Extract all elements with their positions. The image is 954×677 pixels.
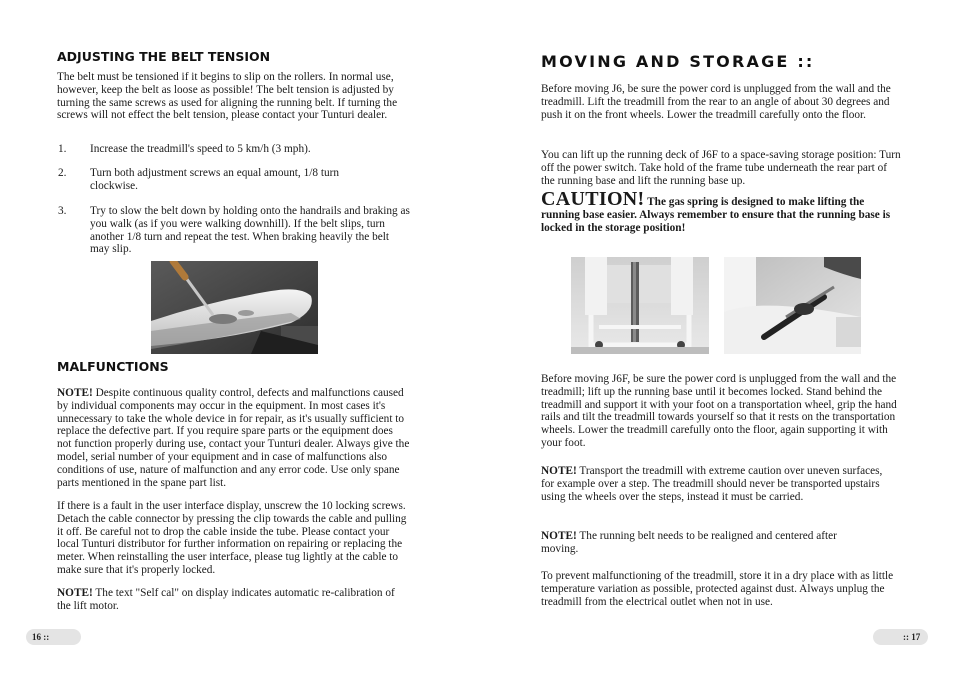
storage-tip-paragraph: To prevent malfunctioning of the treadmill, store it in a dry place with as little temperature variation as possible, protected against dust. Always unplug the treadmill from the electrical outlet when not in use. [541,570,894,608]
moving-storage-heading: MOVING AND STORAGE :: [541,52,815,71]
step-number: 3. [58,205,67,217]
transport-note-paragraph [541,465,886,503]
belt-tension-heading: ADJUSTING THE BELT TENSION [57,49,271,64]
note-label: NOTE! [57,387,93,399]
self-cal-note-paragraph [57,587,407,613]
note-text: Despite continuous quality control, defects and malfunctions caused by individual components may occur in the equipment. In most cases it's unnecessary to take the whole device in for repair, as it's usually sufficient to replace the defective part. If you require spare parts or the equipment does not function properly during use, contact your Tunturi dealer. Always give the model, serial number of your equipment and in case of malfunctions also conditions of use, nature of malfunction and any error code. Use only spane parts mentioned in the spane part list. [57,387,410,489]
caution-label: CAUTION! [541,188,645,210]
note-text: Transport the treadmill with extreme caution over uneven surfaces, for example over a step. The treadmill should never be transported upstairs using the wheels over the steps, instead it must be carried. [541,465,883,503]
folded-treadmill-photo [571,257,709,354]
page-number-right: :: 17 [873,629,928,645]
step-text: Try to slow the belt down by holding onto the handrails and braking as you walk (as if you were walking downhill). If the belt slips, turn another 1/8 turn and repeat the test. When braking heavily the belt may slip. [90,205,410,256]
caution-text: The gas spring is designed to make lifting the running base easier. Always remember to ensure that the running base is locked in the storage position! [541,196,891,234]
step-text: Turn both adjustment screws an equal amount, 1/8 turn clockwise. [90,167,340,192]
note-text: The running belt needs to be realigned and centered after moving. [541,530,837,555]
right-page [477,0,954,677]
note-label: NOTE! [57,587,93,599]
malfunctions-heading: MALFUNCTIONS [57,359,169,374]
belt-adjustment-photo [151,261,318,354]
list-item [58,205,410,259]
step-number: 2. [58,167,67,179]
belt-intro-paragraph: The belt must be tensioned if it begins to slip on the rollers. In normal use, however, keep the belt as loose as possible! The belt tension is adjusted by turning the same screws as used for aligning the running belt. If turning the screws will not effect the belt tension, please contact your Tunturi dealer. [57,71,398,122]
moving-j6-paragraph: Before moving J6, be sure the power cord is unplugged from the wall and the treadmill. Lift the treadmill from the rear to an angle of about 30 degrees and push it on the front wheels. Lower the treadmill carefully onto the floor. [541,83,891,121]
note-label: NOTE! [541,465,577,477]
list-item [58,143,410,157]
malfunctions-note-paragraph [57,387,410,489]
step-text: Increase the treadmill's speed to 5 km/h (3 mph). [90,143,311,155]
moving-j6f-paragraph: Before moving J6F, be sure the power cord is unplugged from the wall and the treadmill; lift up the running base until it becomes locked. Stand behind the treadmill and support it with your foot on a transportation wheel, grip the hand rails and tilt the treadmill towards yourself so that it rests on the transportation wheels. Lower the treadmill carefully onto the floor, again supporting it with your foot. [541,373,897,449]
note-text: The text "Self cal" on display indicates automatic re-calibration of the lift motor. [57,587,395,612]
display-fault-paragraph: If there is a fault in the user interface display, unscrew the 10 locking screws. Detach the cable connector by pressing the clip towards the cable and pulling it off. Be careful not to drop the cable inside the tube. Please contact your local Tunturi distributor for further information on repairing or replacing the meter. When reinstalling the user interface, please tug lightly at the cable to make sure that it's properly locked. [57,500,407,576]
list-item [58,167,410,195]
page-number-left: 16 :: [26,629,81,645]
belt-adjustment-illustration [151,261,318,354]
step-number: 1. [58,143,67,155]
folded-treadmill-illustration [571,257,709,354]
gas-spring-photo [724,257,861,354]
note-label: NOTE! [541,530,577,542]
realign-note-paragraph [541,530,871,556]
caution-paragraph [541,188,891,235]
storage-j6f-paragraph: You can lift up the running deck of J6F to a space-saving storage position: Turn off the power switch. Take hold of the frame tube underneath the rear part of the running base and lift the running base up. [541,149,901,187]
gas-spring-illustration [724,257,861,354]
